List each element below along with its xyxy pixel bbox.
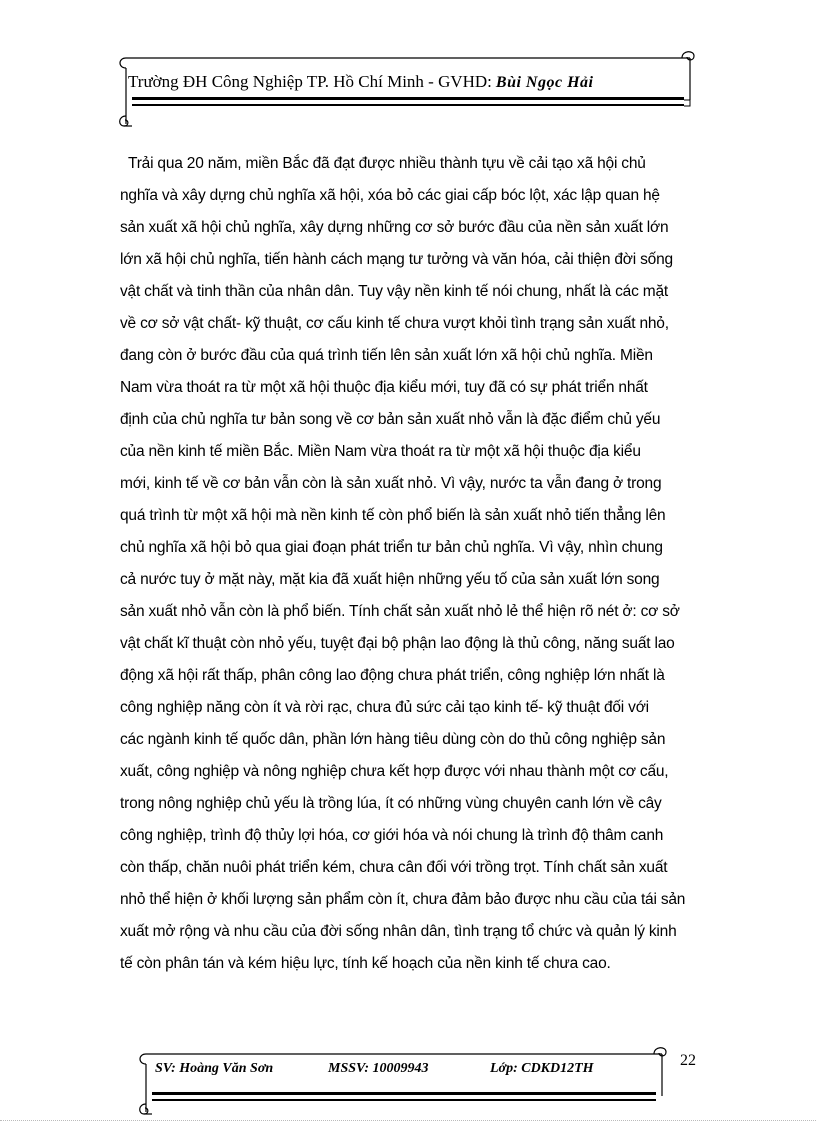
- body-line: sản xuất xã hội chủ nghĩa, xây dựng những cơ sở bước đầu của nền sản xuất lớn: [120, 219, 669, 236]
- footer-student: SV: Hoàng Văn Sơn: [155, 1061, 274, 1076]
- body-line: sản xuất nhỏ vẫn còn là phổ biến. Tính chất sản xuất nhỏ lẻ thể hiện rõ nét ở: cơ sở: [120, 603, 680, 620]
- body-line: công nghiệp, trình độ thủy lợi hóa, cơ giới hóa và nói chung là trình độ thâm canh: [120, 827, 664, 844]
- page-number: 22: [680, 1052, 696, 1069]
- body-line: tế còn phân tán và kém hiệu lực, tính kế hoạch của nền kinh tế chưa cao.: [120, 955, 611, 972]
- body-line: định của chủ nghĩa tư bản song về cơ bản sản xuất nhỏ vẫn là đặc điểm chủ yếu: [120, 411, 661, 428]
- body-line: xuất mở rộng và nhu cầu của đời sống nhân dân, tình trạng tổ chức và quản lý kinh: [120, 923, 677, 940]
- body-line: lớn xã hội chủ nghĩa, tiến hành cách mạng tư tưởng và văn hóa, cải thiện đời sống: [120, 251, 673, 268]
- header-line: [128, 72, 593, 92]
- header-instructor: Bùi Ngọc Hải: [495, 74, 594, 91]
- header-title: Trường ĐH Công Nghiệp TP. Hồ Chí Minh - GVHD:: [128, 72, 492, 91]
- footer-scroll-frame: [134, 1040, 674, 1120]
- body-line: nhỏ thể hiện ở khối lượng sản phẩm còn ít, chưa đảm bảo được nhu cầu của tái sản: [120, 891, 686, 908]
- body-line: Nam vừa thoát ra từ một xã hội thuộc địa kiểu mới, tuy đã có sự phát triển nhất: [120, 379, 648, 396]
- body-line: của nền kinh tế miền Bắc. Miền Nam vừa thoát ra từ một xã hội thuộc địa kiểu: [120, 443, 641, 460]
- body-line: nghĩa và xây dựng chủ nghĩa xã hội, xóa bỏ các giai cấp bóc lột, xác lập quan hệ: [120, 187, 660, 204]
- body-line: trong nông nghiệp chủ yếu là trồng lúa, ít có những vùng chuyên canh lớn về cây: [120, 795, 662, 812]
- body-line: vật chất và tinh thần của nhân dân. Tuy vậy nền kinh tế nói chung, nhất là các mặt: [120, 283, 668, 300]
- body-line: còn thấp, chăn nuôi phát triển kém, chưa cân đối với trồng trọt. Tính chất sản xuất: [120, 859, 668, 876]
- footer-scroll-banner: [134, 1040, 674, 1120]
- body-line: cả nước tuy ở mặt này, mặt kia đã xuất hiện những yếu tố của sản xuất lớn song: [120, 571, 660, 588]
- body-line: các ngành kinh tế quốc dân, phần lớn hàng tiêu dùng còn do thủ công nghiệp sản: [120, 731, 666, 748]
- body-line: đang còn ở bước đầu của quá trình tiến lên sản xuất lớn xã hội chủ nghĩa. Miền: [120, 347, 653, 364]
- body-line: động xã hội rất thấp, phân công lao động chưa phát triển, công nghiệp lớn nhất là: [120, 667, 665, 684]
- body-line: chủ nghĩa xã hội bỏ qua giai đoạn phát triển tư bản chủ nghĩa. Vì vậy, nhìn chung: [120, 539, 663, 556]
- body-line: Trải qua 20 năm, miền Bắc đã đạt được nhiều thành tựu về cải tạo xã hội chủ: [128, 155, 646, 172]
- body-line: công nghiệp năng còn ít và rời rạc, chưa đủ sức cải tạo kinh tế- kỹ thuật đối với: [120, 699, 649, 716]
- body-line: mới, kinh tế về cơ bản vẫn còn là sản xuất nhỏ. Vì vậy, nước ta vẫn đang ở trong: [120, 475, 662, 492]
- body-line: vật chất kĩ thuật còn nhỏ yếu, tuyệt đại bộ phận lao động là thủ công, năng suất lao: [120, 635, 675, 652]
- footer-class: Lớp: CDKD12TH: [490, 1061, 594, 1076]
- document-body: [120, 148, 702, 980]
- body-line: quá trình từ một xã hội mà nền kinh tế còn phổ biến là sản xuất nhỏ tiến thẳng lên: [120, 507, 666, 524]
- body-line: xuất, công nghiệp và nông nghiệp chưa kết hợp được với nhau thành một cơ cấu,: [120, 763, 669, 780]
- body-line: về cơ sở vật chất- kỹ thuật, cơ cấu kinh tế chưa vượt khỏi tình trạng sản xuất nhỏ,: [120, 315, 669, 332]
- footer-student-id: MSSV: 10009943: [328, 1061, 429, 1076]
- body-paragraph: [120, 148, 702, 980]
- page-bottom-divider: [0, 1120, 816, 1121]
